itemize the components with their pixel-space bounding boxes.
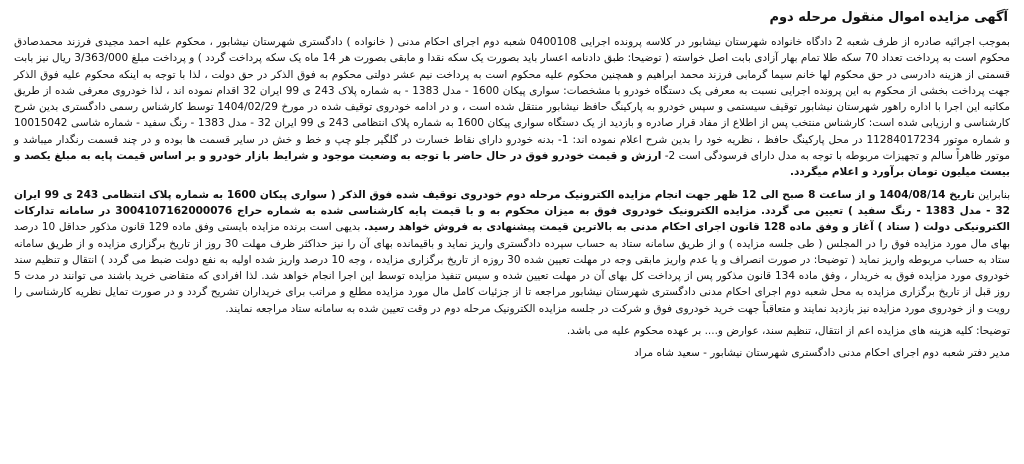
paragraph-2-terms: بدیهی است برنده مزایده بایستی وفق ماده 129 قانون مذکور حداقل 10 درصد بهای مال مورد مزایده فوق را در المجلس ( طی جلسه مزایده ) و از طریق سامانه ستاد به حساب سپرده دادگستری واریز نماید و باقیمانده بهای آن را نیز حداکثر ظرف مهلت 30 روز از تاریخ برگزاری مزایده و از طریق سامانه ستاد به حساب مربوطه واریز نماید ( توضیحا: در صورت انصراف و یا عدم واریز مابقی وجه در مهلت تعیین شده 30 روزه از تاریخ برگزاری مزایده ، وجه 10 درصد واریز شده اولیه به نفع دولت ضبط می گردد ) انتقال و تنظیم سند خودروی مورد مزایده فوق به خریدار ، وفق ماده 134 قانون مذکور پس از پرداخت کل بهای آن در مهلت تعیین شده و سیس تنفیذ مزایده توسط این اجرا انجام خواهد شد. لذا افرادی که متقاضی خرید باشند می توانند در مدت 5 روز قبل از تاریخ برگزاری مزایده به محل شعبه دوم اجرای احکام مدنی دادگستری شهرستان نیشابور مراجعه تا از جزئیات کامل مال مورد مزایده مطلع و مراتب برای خریداران تشریح گردد و در صورت تمایل نظریه کارشناسی را رویت و از خودروی مورد مزایده نیز بازدید نمایند و متعاقباً جهت خرید خودروی فوق و شرکت در جلسه مزایده الکترونیک مرحله دوم در وقت تعیین شده به سامانه ستاد مراجعه نمایند. (14, 221, 1010, 315)
paragraph-2-auction-date: تاریخ 1404/08/14 و از ساعت 8 صبح الی 12 ظهر جهت انجام مزایده الکترونیک مرحله دوم خودروی توقیف شده فوق الذکر ( سواری پیکان 1600 به شماره پلاک انتظامی 243 ی 99 ایران 32 - مدل 1383 - رنگ سفید ) تعیین می گردد. مزایده الکترونیک خودروی فوق به میزان محکوم به و با قیمت پایه کارشناسی شده به شماره حراج 3004107162000076 در سامانه تدارکات الکترونیکی دولت ( ستاد ) آغاز و وفق ماده 128 قانون اجرای احکام مدنی به بالاترین قیمت پیشنهادی به فروش خواهد رسید. (14, 188, 1010, 234)
paragraph-2-intro: بنابراین (978, 188, 1010, 201)
notice-signature: مدیر دفتر شعبه دوم اجرای احکام مدنی دادگستری شهرستان نیشابور - سعید شاه مراد (634, 347, 1010, 360)
paragraph-1-text: بموجب اجرائیه صادره از طرف شعبه 2 دادگاه خانواده شهرستان نیشابور در کلاسه پرونده اجرایی 0400108 شعبه دوم اجرای احکام مدنی ( خانواده ) دادگستری شهرستان نیشابور ، محکوم علیه احمد مجیدی فرزند محمدصادق محکوم است به پرداخت تعداد 70 سکه طلا تمام بهار آزادی بابت اصل خواسته ( توضیحا: طبق دادنامه اعسار باید بصورت یک سکه نقدا و مابقی بصورت هر 14 ماه یک سکه پرداخت گردد ) و پرداخت مبلغ 3/363/000 ریال نیز بابت قسمتی از هزینه دادرسی در حق محکوم لها خانم سیما گرمابی فرزند محمد ابراهیم و همچنین محکوم علیه محکوم است به پرداخت نیم عشر دولتی محکوم به فوق الذکر در حق دولت ، لذا با توجه به اینکه محکوم علیه فوق الذکر جهت پرداخت بخشی از محکوم به این پرونده اجرایی نسبت به معرفی یک دستگاه خودرو با مشخصات: سواری پیکان 1600 - مدل 1383 - به شماره پلاک 243 ی 99 ایران 32 اقدام نموده اند ، لذا خودروی معرفی شده از طریق مکاتبه این اجرا با اداره راهور شهرستان نیشابور توقیف سیستمی و سپس خودرو به پارکینگ حافظ نیشابور منتقل شده است ، و در ادامه خودروی توقیف شده در مورخ 1404/02/29 توسط کارشناس رسمی دادگستری بدین شرح کارشناسی و ارزیابی شده است: کارشناس منتخب پس از اطلاع از مفاد قرار صادره و بازدید از یک دستگاه سواری پیکان 1600 به شماره پلاک انتظامی 243 ی 99 ایران 32 - مدل 1383 - رنگ سفید - شماره شاسی 10015042 و شماره موتور 11284017234 در محل پارکینگ حافظ ، نظریه خود را بدین شرح اعلام نموده اند: 1- بدنه خودرو دارای نقاط خسارت در گلگیر جلو چپ و خط و خش در سایر قسمت ها بوده و در چند قسمت رنگدار میباشد و موتور ظاهراً سالم و تجهیزات مربوطه با توجه به مدل دارای فرسودگی است 2- (14, 36, 1010, 163)
notice-paragraph-1 (14, 34, 1010, 181)
notice-note: توضیحا: کلیه هزینه های مزایده اعم از انتقال، تنظیم سند، عوارض و.... بر عهده محکوم علیه می باشد. (566, 325, 1010, 338)
paragraph-1-valuation: ارزش و قیمت خودرو فوق در حال حاضر با توجه به وضعیت موجود و شرایط بازار خودرو و بر اساس قیمت پایه به مبلغ یکصد و بیست میلیون تومان برآورد و اعلام میگردد. (14, 150, 1010, 179)
notice-title: آگهی مزایده اموال منقول مرحله دوم (769, 10, 1008, 25)
notice-paragraph-2 (14, 187, 1010, 317)
